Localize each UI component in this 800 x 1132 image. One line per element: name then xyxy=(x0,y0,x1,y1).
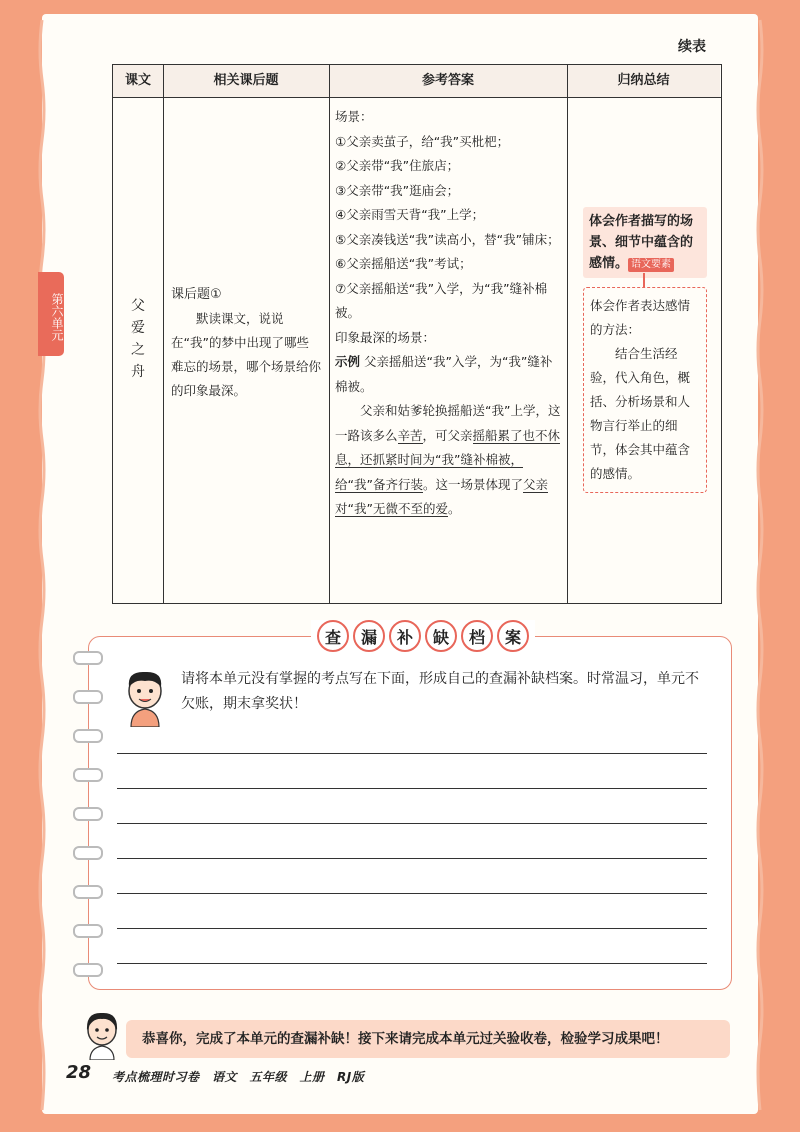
summary-table xyxy=(112,64,722,604)
deep-impression-label: 印象最深的场景： xyxy=(335,329,436,345)
panel-title: 查 漏 补 缺 档 案 xyxy=(311,620,535,652)
summary-method-box xyxy=(583,287,707,493)
scene-item: ①父亲卖茧子，给“我”买枇杷； xyxy=(335,133,510,149)
question-body: 默读课文，说说在“我”的梦中出现了哪些难忘的场景，哪个场景给你的印象最深。 xyxy=(171,311,322,398)
scene-label: 场景： xyxy=(335,109,373,124)
summary-body: 结合生活经验，代入角色，概括、分析场景和人物言行举止的细节，体会其中蕴含的感情。 xyxy=(590,346,691,481)
writing-line[interactable] xyxy=(117,788,707,789)
scene-item: ②父亲带“我”住旅店； xyxy=(335,158,460,173)
writing-line[interactable] xyxy=(117,823,707,824)
summary-highlight: 体会作者描写的场景、细节中蕴含的感情。 语文要素 xyxy=(583,207,707,278)
example-tag: 示例 xyxy=(335,354,361,369)
connector-line xyxy=(643,273,645,287)
writing-line[interactable] xyxy=(117,963,707,964)
scene-item: ④父亲雨雪天背“我”上学； xyxy=(335,207,485,222)
scene-item: ⑦父亲摇船送“我”入学，为“我”缝补棉被。 xyxy=(335,280,548,320)
binder-rings xyxy=(73,651,103,1002)
scene-item: ③父亲带“我”逛庙会； xyxy=(335,182,460,198)
header-question: 相关课后题 xyxy=(163,65,329,97)
panel-instruction: 请将本单元没有掌握的考点写在下面，形成自己的查漏补缺档案。时常温习，单元不欠账，期末拿奖状！ xyxy=(181,671,699,712)
scene-item: ⑤父亲凑钱送“我”读高小，替“我”铺床； xyxy=(335,231,560,247)
question-title: 课后题① xyxy=(171,287,222,302)
col-divider xyxy=(163,65,164,603)
header-answer: 参考答案 xyxy=(329,65,567,97)
gap-archive-panel xyxy=(88,627,732,990)
writing-line[interactable] xyxy=(117,753,707,754)
girl-avatar-icon xyxy=(76,1008,128,1060)
header-summary: 归纳总结 xyxy=(567,65,720,97)
boy-avatar-icon xyxy=(119,667,171,727)
congrats-bar: 恭喜你，完成了本单元的查漏补缺！接下来请完成本单元过关验收卷，检验学习成果吧！ xyxy=(126,1020,730,1058)
language-element-tag: 语文要素 xyxy=(628,258,674,272)
writing-line[interactable] xyxy=(117,893,707,894)
writing-line[interactable] xyxy=(117,928,707,929)
page-number: 28 xyxy=(66,1062,92,1083)
header-lesson: 课文 xyxy=(113,65,163,97)
book-info: 考点梳理时习卷 语文 五年级 上册 RJ版 xyxy=(112,1070,365,1084)
col-divider xyxy=(329,65,330,603)
writing-line[interactable] xyxy=(117,858,707,859)
lesson-title: 父 爱 之 舟 xyxy=(131,298,145,380)
header-divider xyxy=(113,97,721,98)
continuation-label: 续表 xyxy=(678,39,706,55)
example-paragraph: 父亲和姑爹轮换摇船送“我”上学，这一路该多么辛苦，可父亲摇船累了也不休息，还抓紧时间为“我”缝补棉被，给“我”备齐行装。这一场景体现了父亲对“我”无微不至的爱。 xyxy=(335,403,561,516)
unit-side-tab: 第六单元 xyxy=(38,272,64,356)
col-divider xyxy=(567,65,568,603)
reference-answer xyxy=(335,105,563,522)
example-text: 父亲摇船送“我”入学，为“我”缝补棉被。 xyxy=(335,354,553,394)
example-line xyxy=(335,350,563,399)
summary-title: 体会作者表达感情的方法： xyxy=(590,298,691,337)
scene-item: ⑥父亲摇船送“我”考试； xyxy=(335,256,472,271)
